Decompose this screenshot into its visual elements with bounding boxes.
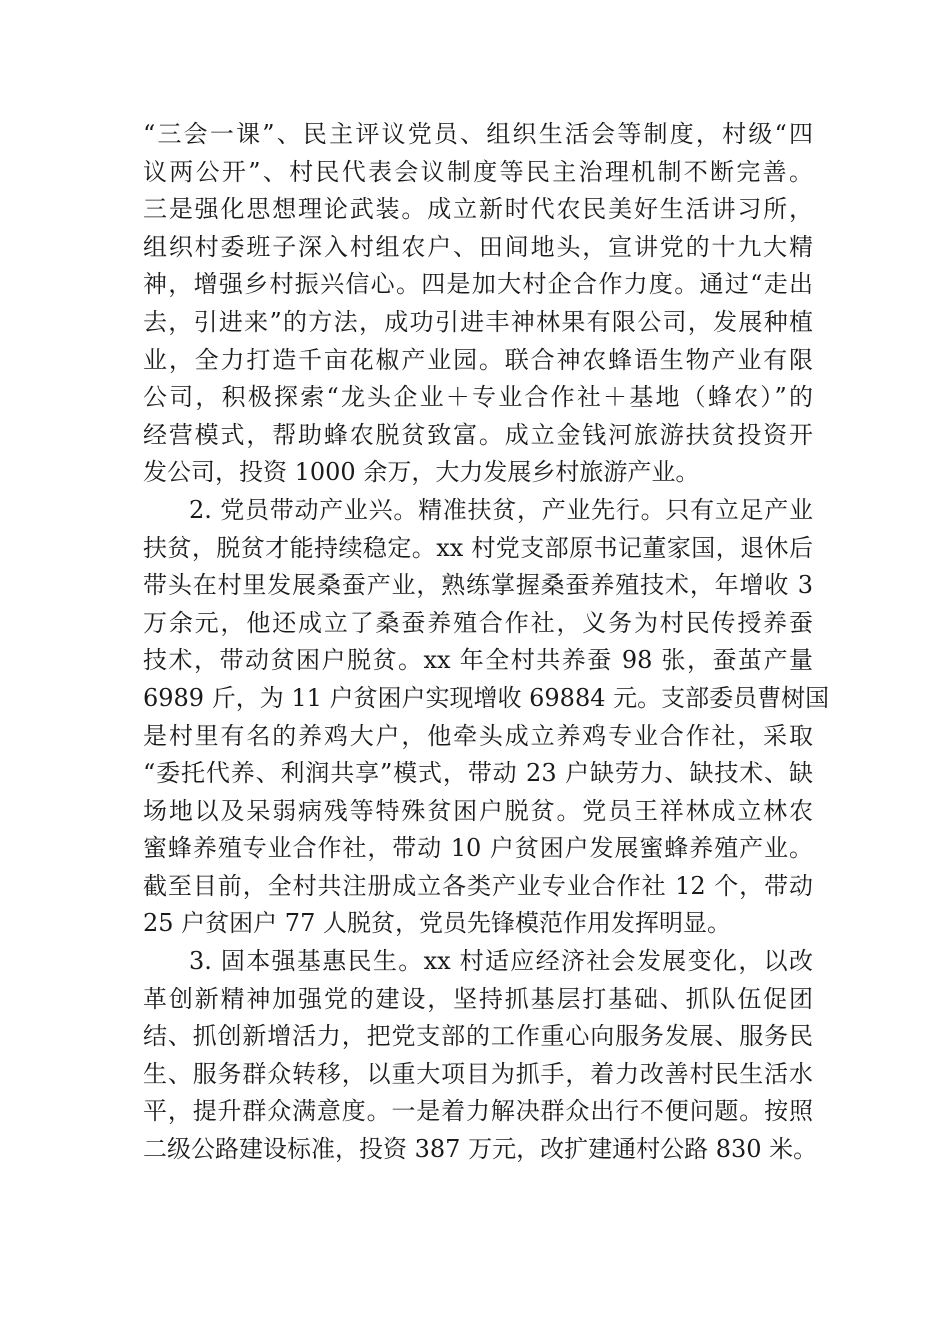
text-line: 革创新精神加强党的建设，坚持抓基层打基础、抓队伍促团 — [143, 984, 813, 1013]
text-line: 二级公路建设标准，投资 387 万元，改扩建通村公路 830 米。 — [143, 1135, 818, 1164]
text-line: 公司，积极探索“龙头企业＋专业合作社＋基地（蜂农）”的 — [143, 383, 813, 412]
text-line: 截至目前，全村共注册成立各类产业专业合作社 12 个，带动 — [143, 871, 813, 900]
paragraph-heading-2: 2. 党员带动产业兴。精准扶贫，产业先行。只有立足产业 — [189, 495, 813, 524]
text-line: 结、抓创新增活力，把党支部的工作重心向服务发展、服务民 — [143, 1022, 813, 1051]
text-line: 带头在村里发展桑蚕产业，熟练掌握桑蚕养殖技术，年增收 3 — [143, 571, 813, 600]
text-line: 生、服务群众转移，以重大项目为抓手，着力改善村民生活水 — [143, 1059, 813, 1088]
text-line: “三会一课”、民主评议党员、组织生活会等制度，村级“四 — [143, 120, 813, 148]
text-line: 万余元，他还成立了桑蚕养殖合作社，义务为村民传授养蚕 — [143, 608, 813, 637]
text-line: 三是强化思想理论武装。成立新时代农民美好生活讲习所， — [143, 195, 813, 224]
document-body — [143, 116, 830, 1169]
text-line: “委托代养、利润共享”模式，带动 23 户缺劳力、缺技术、缺 — [143, 759, 813, 788]
text-line: 平，提升群众满意度。一是着力解决群众出行不便问题。按照 — [143, 1097, 813, 1126]
text-line: 业，全力打造千亩花椒产业园。联合神农蜂语生物产业有限 — [143, 345, 813, 374]
text-line: 25 户贫困户 77 人脱贫，党员先锋模范作用发挥明显。 — [143, 909, 731, 938]
text-line: 议两公开”、村民代表会议制度等民主治理机制不断完善。 — [143, 157, 813, 186]
text-line: 发公司，投资 1000 余万，大力发展乡村旅游产业。 — [143, 458, 700, 487]
text-line: 组织村委班子深入村组农户、田间地头，宣讲党的十九大精 — [143, 232, 813, 261]
text-line: 蜜蜂养殖专业合作社，带动 10 户贫困户发展蜜蜂养殖产业。 — [143, 834, 813, 863]
text-line: 经营模式，帮助蜂农脱贫致富。成立金钱河旅游扶贫投资开 — [143, 420, 813, 449]
text-line: 神，增强乡村振兴信心。四是加大村企合作力度。通过“走出 — [143, 270, 813, 299]
text-line: 去，引进来”的方法，成功引进丰神林果有限公司，发展种植 — [143, 307, 813, 336]
paragraph-heading-3: 3. 固本强基惠民生。xx 村适应经济社会发展变化，以改 — [189, 947, 813, 976]
text-line: 技术，带动贫困户脱贫。xx 年全村共养蚕 98 张，蚕茧产量 — [143, 646, 813, 675]
text-line: 是村里有名的养鸡大户，他牵头成立养鸡专业合作社，采取 — [143, 721, 813, 750]
text-line: 扶贫，脱贫才能持续稳定。xx 村党支部原书记董家国，退休后 — [143, 533, 813, 562]
text-line: 6989 斤，为 11 户贫困户实现增收 69884 元。支部委员曹树国 — [143, 683, 830, 712]
text-line: 场地以及呆弱病残等特殊贫困户脱贫。党员王祥林成立林农 — [143, 796, 813, 825]
